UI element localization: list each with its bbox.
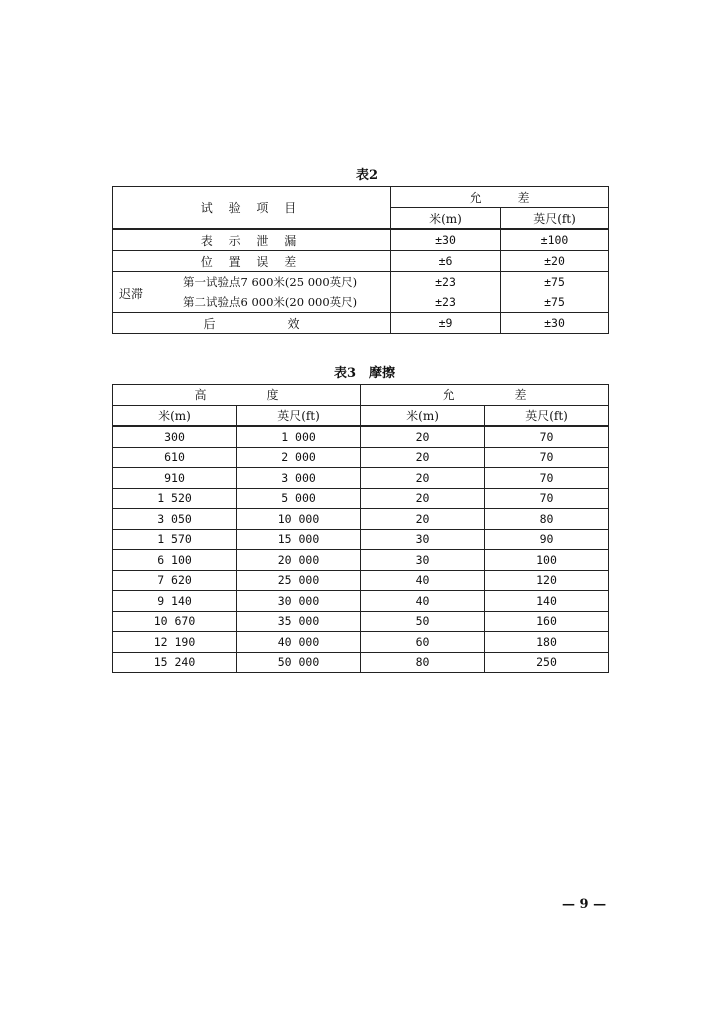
table-row xyxy=(113,611,609,632)
cell-tol-ft: 90 xyxy=(485,529,609,550)
table-row xyxy=(113,509,609,530)
cell-height-ft: 3 000 xyxy=(237,468,361,489)
cell-tol-ft: 140 xyxy=(485,591,609,612)
cell-height-m: 910 xyxy=(113,468,237,489)
table2-header-ft: 英尺(ft) xyxy=(501,208,609,230)
cell-tol-m: 60 xyxy=(361,632,485,653)
table2-caption: 表2 xyxy=(356,168,379,183)
lag-item-2: 第二试验点6 000米(20 000英尺) xyxy=(183,295,358,309)
table3-header-col: 米(m) xyxy=(113,405,237,426)
cell-height-ft: 40 000 xyxy=(237,632,361,653)
cell-height-ft: 25 000 xyxy=(237,570,361,591)
lag-ft-cell xyxy=(501,272,609,313)
cell-tol-m: 40 xyxy=(361,591,485,612)
cell-tol-m: 30 xyxy=(361,529,485,550)
table3-friction xyxy=(112,384,609,673)
table2-header-tolerance: 允 差 xyxy=(391,187,609,208)
table-row xyxy=(113,529,609,550)
table-row xyxy=(113,313,609,334)
cell-tol-ft: 80 xyxy=(485,509,609,530)
cell-tol-m: 20 xyxy=(361,447,485,468)
cell-tol-m: 80 xyxy=(361,652,485,673)
cell-height-m: 1 520 xyxy=(113,488,237,509)
row-label: 后 效 xyxy=(113,313,391,334)
table-row xyxy=(113,251,609,272)
table-row xyxy=(113,468,609,489)
cell-height-ft: 2 000 xyxy=(237,447,361,468)
cell-height-ft: 50 000 xyxy=(237,652,361,673)
cell-height-m: 300 xyxy=(113,426,237,447)
cell-tol-ft: 160 xyxy=(485,611,609,632)
cell-height-m: 7 620 xyxy=(113,570,237,591)
cell-m: ±6 xyxy=(391,251,501,272)
table-row xyxy=(113,632,609,653)
cell-ft: ±20 xyxy=(501,251,609,272)
table2-header-item: 试 验 项 目 xyxy=(113,187,391,230)
cell-ft: ±75 xyxy=(544,275,565,289)
cell-m: ±30 xyxy=(391,229,501,251)
cell-tol-m: 50 xyxy=(361,611,485,632)
table3-header-col: 米(m) xyxy=(361,405,485,426)
cell-height-ft: 35 000 xyxy=(237,611,361,632)
cell-height-m: 610 xyxy=(113,447,237,468)
cell-height-ft: 5 000 xyxy=(237,488,361,509)
page-number: — 9 — xyxy=(562,897,607,912)
table-row xyxy=(113,652,609,673)
cell-height-ft: 30 000 xyxy=(237,591,361,612)
table-row xyxy=(113,550,609,571)
table-row xyxy=(113,426,609,447)
cell-height-ft: 20 000 xyxy=(237,550,361,571)
cell-tol-m: 20 xyxy=(361,468,485,489)
table-row xyxy=(113,488,609,509)
cell-tol-m: 20 xyxy=(361,509,485,530)
table-row xyxy=(113,447,609,468)
table2-header-m: 米(m) xyxy=(391,208,501,230)
cell-height-ft: 1 000 xyxy=(237,426,361,447)
cell-tol-ft: 70 xyxy=(485,447,609,468)
cell-height-m: 3 050 xyxy=(113,509,237,530)
table-row-lag xyxy=(113,272,609,313)
table-row xyxy=(113,229,609,251)
cell-m: ±23 xyxy=(435,295,456,309)
row-label: 位 置 误 差 xyxy=(113,251,391,272)
table3-body xyxy=(113,426,609,673)
table3-header-col: 英尺(ft) xyxy=(485,405,609,426)
cell-tol-ft: 70 xyxy=(485,468,609,489)
lag-m-cell xyxy=(391,272,501,313)
lag-cell xyxy=(113,272,391,313)
cell-tol-ft: 180 xyxy=(485,632,609,653)
table2-tolerances xyxy=(112,186,609,334)
cell-height-m: 1 570 xyxy=(113,529,237,550)
cell-height-m: 15 240 xyxy=(113,652,237,673)
cell-ft: ±30 xyxy=(501,313,609,334)
table3-header-tolerance: 允 差 xyxy=(361,385,609,406)
cell-tol-ft: 120 xyxy=(485,570,609,591)
cell-ft: ±100 xyxy=(501,229,609,251)
cell-m: ±9 xyxy=(391,313,501,334)
cell-tol-ft: 70 xyxy=(485,488,609,509)
cell-m: ±23 xyxy=(435,275,456,289)
cell-height-m: 6 100 xyxy=(113,550,237,571)
cell-tol-m: 30 xyxy=(361,550,485,571)
table-row xyxy=(113,591,609,612)
cell-height-ft: 10 000 xyxy=(237,509,361,530)
table3-header-height: 高 度 xyxy=(113,385,361,406)
cell-height-m: 12 190 xyxy=(113,632,237,653)
cell-tol-m: 20 xyxy=(361,426,485,447)
cell-tol-m: 20 xyxy=(361,488,485,509)
cell-ft: ±75 xyxy=(544,295,565,309)
lag-item-1: 第一试验点7 600米(25 000英尺) xyxy=(183,275,358,289)
cell-tol-ft: 100 xyxy=(485,550,609,571)
cell-tol-ft: 250 xyxy=(485,652,609,673)
table-row xyxy=(113,570,609,591)
lag-label: 迟滞 xyxy=(119,287,144,301)
cell-height-m: 10 670 xyxy=(113,611,237,632)
table3-header-col: 英尺(ft) xyxy=(237,405,361,426)
cell-height-m: 9 140 xyxy=(113,591,237,612)
cell-tol-ft: 70 xyxy=(485,426,609,447)
row-label: 表 示 泄 漏 xyxy=(113,229,391,251)
cell-height-ft: 15 000 xyxy=(237,529,361,550)
table3-caption: 表3 摩擦 xyxy=(334,366,396,381)
cell-tol-m: 40 xyxy=(361,570,485,591)
